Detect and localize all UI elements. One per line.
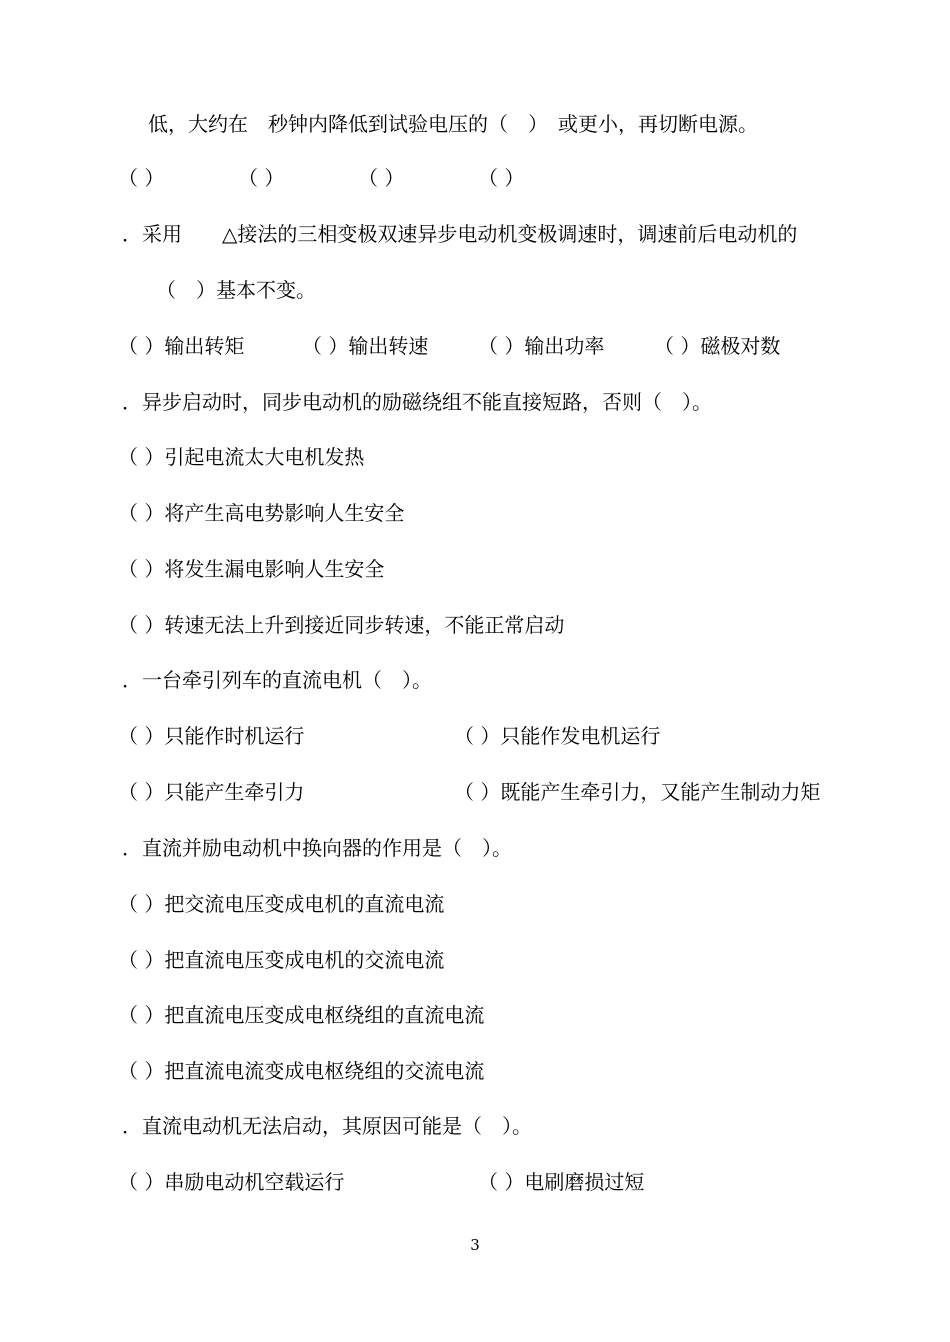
question-stem: ．直流电动机无法启动，其原因可能是（ ）。 [122,1114,532,1138]
option-c: （ ）只能产生牵引力 [118,780,305,804]
option-c: （ ）把直流电压变成电枢绕组的直流电流 [118,1003,485,1027]
option-b: （ ）输出转速 [302,334,429,358]
option-b: （ ）将产生高电势影响人生安全 [118,501,405,525]
option-a: （ ）只能作时机运行 [118,724,305,748]
question-stem: ．异步启动时，同步电动机的励磁绕组不能直接短路，否则（ ）。 [122,390,712,414]
option-d: （ ）转速无法上升到接近同步转速，不能正常启动 [118,613,565,637]
option-a: （ ）输出转矩 [118,334,245,358]
option-d: （ ）磁极对数 [654,334,781,358]
question-stem-line2: （ ）基本不变。 [156,278,316,302]
question-stem: ．采用 △接法的三相变极双速异步电动机变极调速时，调速前后电动机的 [122,222,798,246]
option-d: （ ）把直流电流变成电枢绕组的交流电流 [118,1059,485,1083]
question-stem: ．一台牵引列车的直流电机（ ）。 [122,668,432,692]
page-number: 3 [470,1236,480,1254]
question-continuation: 低，大约在 秒钟内降低到试验电压的（ ） 或更小，再切断电源。 [148,112,758,136]
option-a: （ ） [118,166,165,190]
option-b: （ ） [238,166,285,190]
option-a: （ ）把交流电压变成电机的直流电流 [118,892,445,916]
option-b: （ ）把直流电压变成电机的交流电流 [118,948,445,972]
option-d: （ ）既能产生牵引力，又能产生制动力矩 [454,780,821,804]
option-a: （ ）串励电动机空载运行 [118,1170,345,1194]
option-b: （ ）电刷磨损过短 [478,1170,645,1194]
question-stem: ．直流并励电动机中换向器的作用是（ ）。 [122,836,512,860]
option-b: （ ）只能作发电机运行 [454,724,661,748]
option-c: （ ）输出功率 [478,334,605,358]
option-d: （ ） [478,166,525,190]
option-c: （ ） [358,166,405,190]
option-a: （ ）引起电流太大电机发热 [118,445,365,469]
option-c: （ ）将发生漏电影响人生安全 [118,557,385,581]
